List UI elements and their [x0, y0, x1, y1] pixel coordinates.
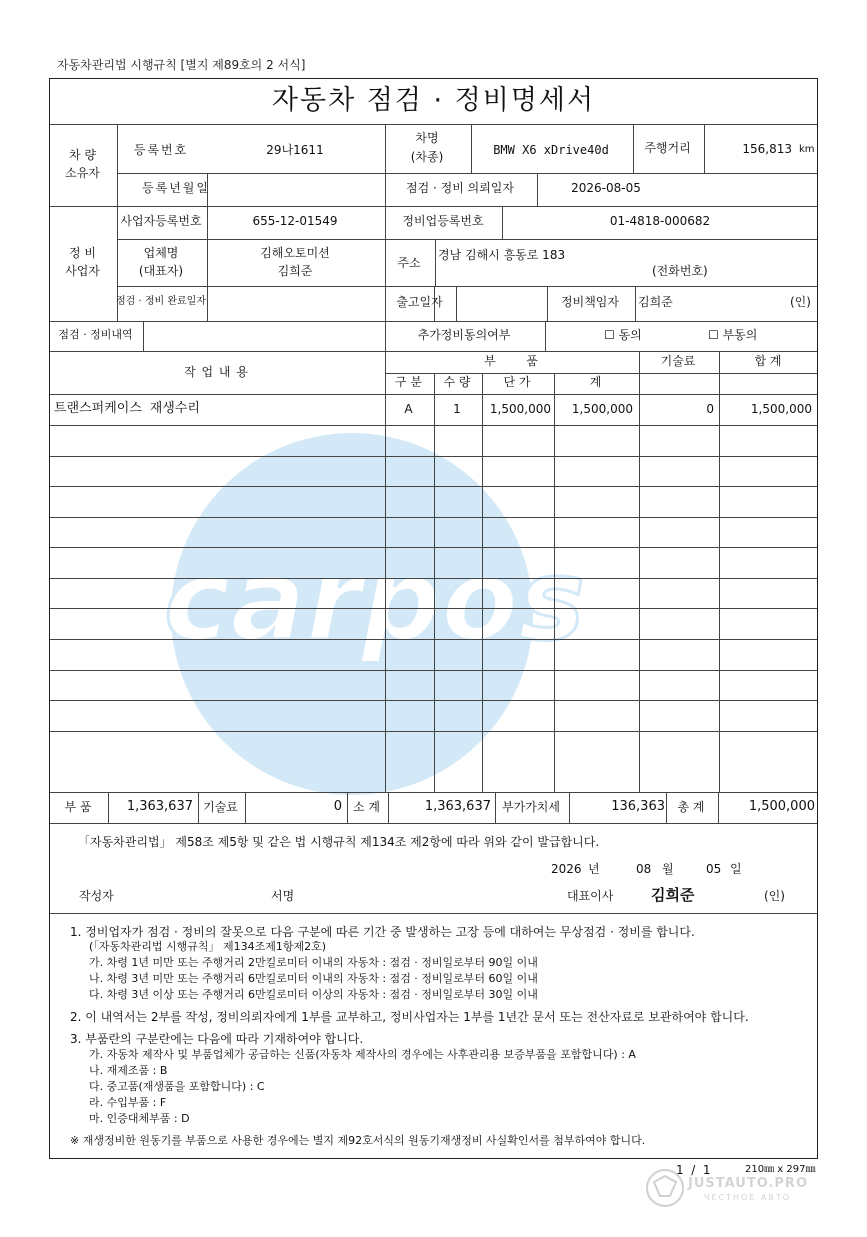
work-header: 작 업 내 용 [184, 365, 249, 379]
shop-reg-value: 01-4818-000682 [609, 214, 711, 228]
row-sum: 1,500,000 [571, 402, 633, 416]
grand-total-value: 1,500,000 [748, 799, 815, 814]
row-unit: 1,500,000 [489, 402, 551, 416]
date-day: 05 [706, 862, 722, 876]
row-work: 트랜스퍼케이스 재생수리 [54, 401, 200, 416]
ceo-label: 대표이사 [567, 889, 614, 903]
writer-label: 작성자 [79, 889, 114, 903]
note-3-a: 가. 자동차 제작사 및 부품업체가 공급하는 신품(자동차 제작사의 경우에는 사후관리용 보증부품을 포함합니다) : A [89, 1048, 636, 1061]
logo-text: JUSTAUTO.PRO [688, 1176, 808, 1191]
page-number: 1 / 1 [676, 1163, 711, 1177]
parts-total-label: 부 품 [64, 800, 92, 814]
manager-label: 정비책임자 [561, 295, 619, 309]
col-qty-header: 수 량 [443, 375, 471, 389]
car-name-value: BMW X6 xDrive40d [493, 143, 609, 157]
date-month: 08 [636, 862, 652, 876]
row-type: A [404, 402, 413, 416]
complete-date-label: 점검 · 정비 완료일자 [116, 296, 206, 307]
note-1-b: 나. 차령 3년 미만 또는 주행거리 6만킬로미터 이내의 자동차 : 점검 · 정비일로부터 60일 이내 [89, 972, 538, 985]
note-3-b: 나. 재제조품 : B [89, 1064, 168, 1077]
sign-label: 서명 [271, 889, 295, 903]
logo-subtext: ЧЕСТНОЕ АВТО [704, 1193, 792, 1202]
address-label: 주소 [397, 256, 421, 270]
col-unit-header: 단 가 [503, 375, 531, 389]
date-day-unit: 일 [730, 862, 742, 876]
company-label-2: (대표자) [138, 264, 184, 278]
labor-total-label: 기술료 [203, 800, 238, 814]
manager-name: 김희준 [638, 295, 673, 309]
grand-total-label: 총 계 [677, 800, 705, 814]
biz-no-label: 사업자등록번호 [120, 214, 202, 228]
mileage-value: 156,813 [742, 142, 792, 156]
paper-size: 210㎜ x 297㎜ [745, 1164, 816, 1175]
date-year-unit: 년 [588, 862, 600, 876]
row-qty: 1 [453, 402, 461, 416]
shop-reg-label: 정비업등록번호 [402, 214, 484, 228]
vat-label: 부가가치세 [502, 800, 560, 814]
subtotal-label: 소 계 [353, 800, 380, 814]
col-sum-header: 계 [589, 375, 602, 389]
parts-header: 부 품 [484, 354, 538, 368]
company-name: 김해오토미션 [260, 246, 330, 260]
request-date-label: 점검 · 정비 의뢰일자 [406, 181, 514, 195]
date-year: 2026 [551, 862, 582, 876]
subtotal-value: 1,363,637 [424, 799, 491, 814]
shop-section-label-2: 사업자 [65, 264, 100, 278]
mileage-unit: km [799, 144, 815, 155]
note-3-c: 다. 중고품(재생품을 포함합니다) : C [89, 1080, 265, 1093]
reg-no-label: 등록번호 [133, 143, 189, 157]
labor-total-value: 0 [333, 799, 342, 814]
date-month-unit: 월 [662, 862, 674, 876]
note-1-c: 다. 차령 3년 이상 또는 주행거리 6만킬로미터 이상의 자동차 : 점검 · 정비일로부터 30일 이내 [89, 988, 538, 1001]
company-label-1: 업체명 [143, 246, 179, 260]
car-name-label-2: (차종) [410, 150, 444, 164]
ceo-name: 김희준 [651, 886, 695, 904]
phone-label: (전화번호) [652, 264, 708, 278]
release-date-label: 출고일자 [396, 295, 443, 309]
representative: 김희준 [277, 264, 313, 278]
note-1-ref: (「자동차관리법 시행규칙」 제134조제1항제2호) [89, 940, 327, 953]
row-total: 1,500,000 [750, 402, 812, 416]
reg-date-label: 등록년월일 [142, 181, 210, 195]
manager-seal: (인) [790, 295, 811, 309]
row-labor: 0 [706, 402, 714, 416]
note-1-a: 가. 차령 1년 미만 또는 주행거리 2만킬로미터 이내의 자동차 : 점검 · 정비일로부터 90일 이내 [89, 956, 538, 969]
consent-label: 추가정비동의여부 [417, 328, 511, 342]
ceo-seal: (인) [764, 889, 785, 903]
total-header: 합 계 [754, 354, 782, 368]
note-3-d: 라. 수입부품 : F [89, 1096, 167, 1109]
labor-header: 기술료 [660, 354, 696, 368]
address-value: 경남 김해시 흥동로 183 [438, 248, 566, 262]
watermark-text: carpos [164, 536, 585, 666]
biz-no-value: 655-12-01549 [252, 214, 338, 228]
shop-section-label-1: 정 비 [69, 246, 96, 260]
note-3-e: 마. 인증대체부품 : D [89, 1112, 190, 1125]
page-title: 자동차 점검 · 정비명세서 [271, 85, 596, 116]
request-date-value: 2026-08-05 [571, 181, 641, 195]
vat-value: 136,363 [611, 799, 665, 814]
note-1: 1. 정비업자가 점검 · 정비의 잘못으로 다음 구분에 따른 기간 중 발생하는 고장 등에 대하여는 무상점검 · 정비를 합니다. [70, 925, 695, 939]
col-type-header: 구 분 [395, 375, 422, 389]
mileage-label: 주행거리 [644, 141, 691, 155]
car-name-label-1: 차명 [415, 131, 439, 145]
inspection-label: 점검 · 정비내역 [58, 328, 133, 341]
consent-disagree[interactable]: ☐ 부동의 [708, 328, 758, 342]
note-asterisk: ※ 재생정비한 원동기를 부품으로 사용한 경우에는 별지 제92호서식의 원동기재생정비 사실확인서를 첨부하여야 합니다. [70, 1134, 646, 1147]
justauto-logo-icon [640, 1166, 690, 1210]
owner-section-label-1: 차 량 [69, 148, 96, 162]
consent-agree[interactable]: ☐ 동의 [604, 328, 642, 342]
owner-section-label-2: 소유자 [65, 166, 100, 180]
parts-total-value: 1,363,637 [126, 799, 193, 814]
form-caption: 자동차관리법 시행규칙 [별지 제89호의 2 서식] [57, 58, 306, 72]
reg-no-value: 29나1611 [266, 143, 324, 157]
note-3: 3. 부품란의 구분란에는 다음에 따라 기재하여야 합니다. [70, 1032, 364, 1046]
note-2: 2. 이 내역서는 2부를 작성, 정비의뢰자에게 1부를 교부하고, 정비사업자는 1부를 1년간 문서 또는 전산자료로 보관하여야 합니다. [70, 1010, 749, 1024]
statement: 「자동차관리법」 제58조 제5항 및 같은 법 시행규칙 제134조 제2항에 따라 위와 같이 발급합니다. [78, 835, 600, 849]
